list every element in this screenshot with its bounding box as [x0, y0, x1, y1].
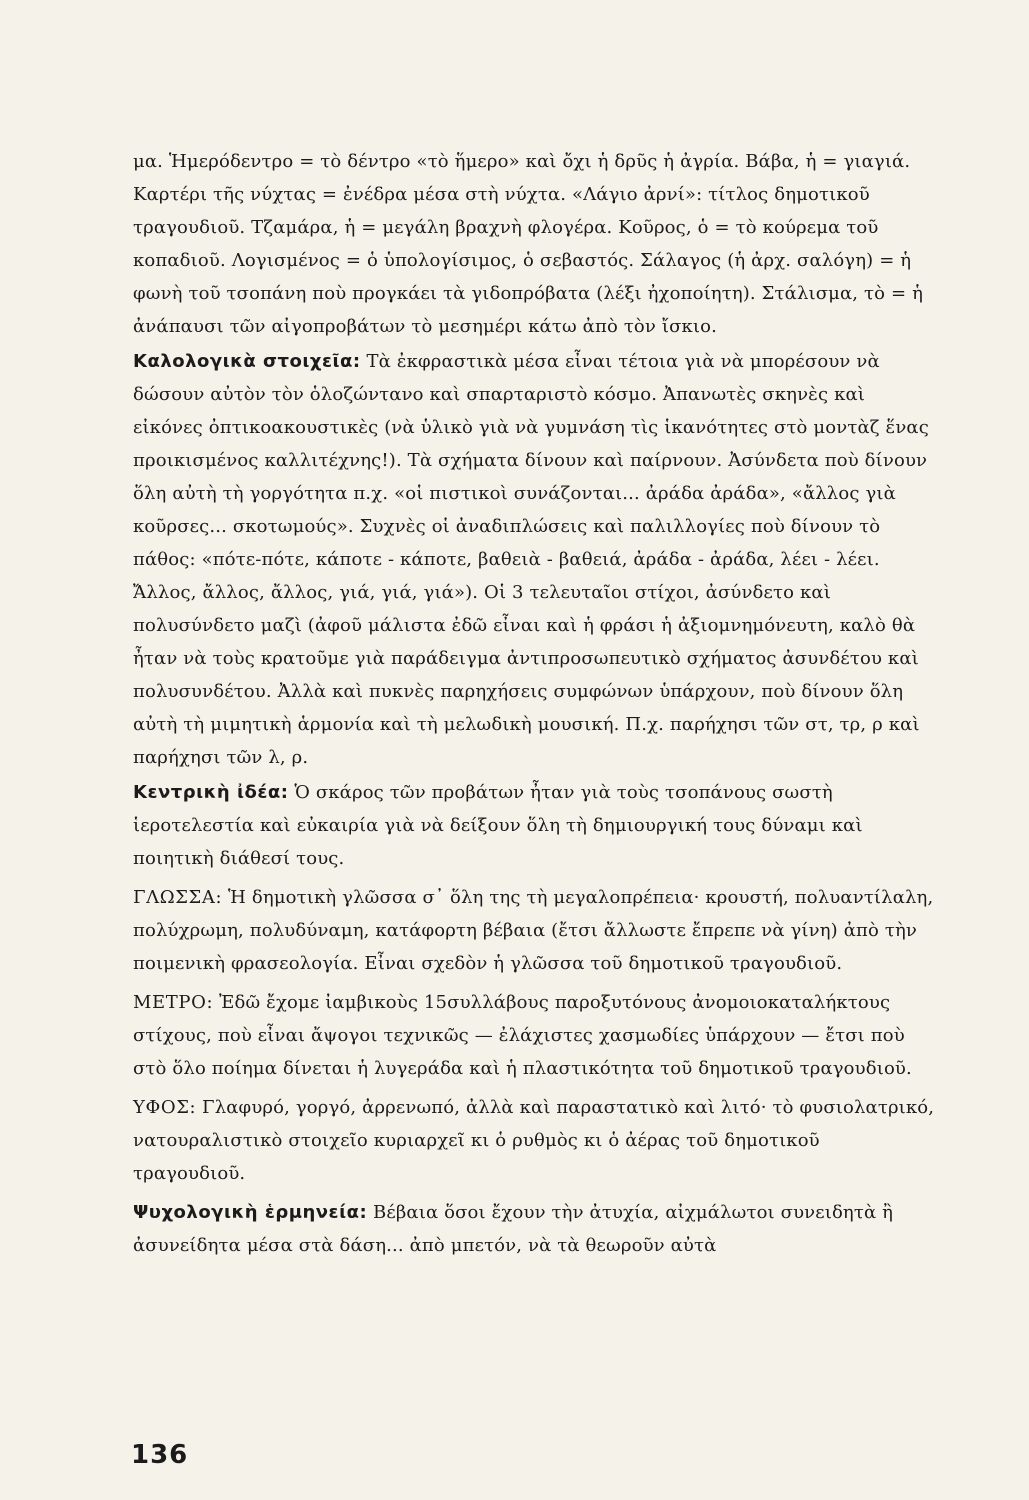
section-metre [133, 986, 935, 1085]
section-text: Ὁ σκάρος τῶν προβάτων ἦταν γιὰ τοὺς τσοπάνους σωστὴ ἱεροτελεστία καὶ εὐκαιρία γιὰ νὰ δείξουν ὅλη τὴ δημιουργική τους δύναμι καὶ ποιητικὴ διάθεσί τους. [133, 782, 863, 869]
section-heading: Ψυχολογικὴ ἑρμηνεία: [133, 1202, 368, 1223]
section-heading: ΥΦΟΣ: [133, 1097, 197, 1118]
section-stylistic-devices [133, 345, 935, 774]
section-heading: ΜΕΤΡΟ: [133, 992, 214, 1013]
section-psychological-interpretation [133, 1196, 935, 1262]
section-text: Γλαφυρό, γοργό, ἀρρενωπό, ἀλλὰ καὶ παραστατικὸ καὶ λιτό· τὸ φυσιολατρικό, νατουραλιστικὸ στοιχεῖο κυριαρχεῖ κι ὁ ρυθμὸς κι ὁ ἀέρας τοῦ δημοτικοῦ τραγουδιοῦ. [133, 1097, 935, 1184]
section-heading: Καλολογικὰ στοιχεῖα: [133, 351, 361, 372]
page-number: 136 [131, 1440, 189, 1470]
glossary-paragraph [133, 145, 935, 343]
section-text: Ἐδῶ ἔχομε ἰαμβικοὺς 15συλλάβους παροξυτόνους ἀνομοιοκαταλήκτους στίχους, ποὺ εἶναι ἄψογοι τεχνικῶς — ἐλάχιστες χασμωδίες ὑπάρχουν — ἔτσι ποὺ στὸ ὅλο ποίημα δίνεται ἡ λυγεράδα καὶ ἡ πλαστικότητα τοῦ δημοτικοῦ τραγουδιοῦ. [133, 992, 912, 1079]
section-style [133, 1091, 935, 1190]
section-heading: Κεντρικὴ ἰδέα: [133, 782, 289, 803]
section-language [133, 881, 935, 980]
body-text [133, 146, 935, 1262]
section-text: Ἡ δημοτικὴ γλῶσσα σ᾽ ὅλη της τὴ μεγαλοπρέπεια· κρουστή, πολυαντίλαλη, πολύχρωμη, πολυδύναμη, κατάφορτη βέβαια (ἔτσι ἄλλωστε ἔπρεπε νὰ γίνη) ἀπὸ τὴν ποιμενικὴ φρασεολογία. Εἶναι σχεδὸν ἡ γλῶσσα τοῦ δημοτικοῦ τραγουδιοῦ. [133, 887, 934, 974]
glossary-text: μα. Ἡμερόδεντρο = τὸ δέντρο «τὸ ἥμερο» καὶ ὄχι ἡ δρῦς ἡ ἀγρία. Βάβα, ἡ = γιαγιά. Καρτέρι τῆς νύχτας = ἐνέδρα μέσα στὴ νύχτα. «Λάγιο ἀρνί»: τίτλος δημοτικοῦ τραγουδιοῦ. Τζαμάρα, ἡ = μεγάλη βραχνὴ φλογέρα. Κοῦρος, ὁ = τὸ κούρεμα τοῦ κοπαδιοῦ. Λογισμένος = ὁ ὑπολογίσιμος, ὁ σεβαστός. Σάλαγος (ἡ ἀρχ. σαλόγη) = ἡ φωνὴ τοῦ τσοπάνη ποὺ προγκάει τὰ γιδοπρόβατα (λέξι ἠχοποίητη). Στάλισμα, τὸ = ἡ ἀνάπαυσι τῶν αἰγοπροβάτων τὸ μεσημέρι κάτω ἀπὸ τὸν ἴσκιο. [133, 151, 924, 337]
section-heading: ΓΛΩΣΣΑ: [133, 887, 223, 908]
section-central-idea [133, 776, 935, 875]
section-text: Τὰ ἐκφραστικὰ μέσα εἶναι τέτοια γιὰ νὰ μπορέσουν νὰ δώσουν αὐτὸν τὸν ὁλοζώντανο καὶ σπαρταριστὸ κόσμο. Ἀπανωτὲς σκηνὲς καὶ εἰκόνες ὀπτικοακουστικὲς (νὰ ὑλικὸ γιὰ νὰ γυμνάση τὶς ἱκανότητες στὸ μοντὰζ ἕνας προικισμένος καλλιτέχνης!). Τὰ σχήματα δίνουν καὶ παίρνουν. Ἀσύνδετα ποὺ δίνουν ὅλη αὐτὴ τὴ γοργότητα π.χ. «οἱ πιστικοὶ συνάζονται... ἀράδα ἀράδα», «ἄλλος γιὰ κοῦρσες... σκοτωμούς». Συχνὲς οἱ ἀναδιπλώσεις καὶ παλιλλογίες ποὺ δίνουν τὸ πάθος: «πότε-πότε, κάποτε - κάποτε, βαθειὰ - βαθειά, ἀράδα - ἀράδα, λέει - λέει. Ἄλλος, ἄλλος, ἄλλος, γιά, γιά, γιά»). Οἱ 3 τελευταῖοι στίχοι, ἀσύνδετο καὶ πολυσύνδετο μαζὶ (ἀφοῦ μάλιστα ἐδῶ εἶναι καὶ ἡ φράσι ἡ ἀξιομνημόνευτη, καλὸ θὰ ἦταν νὰ τοὺς κρατοῦμε γιὰ παράδειγμα ἀντιπροσωπευτικὸ σχήματος ἀσυνδέτου καὶ πολυσυνδέτου. Ἀλλὰ καὶ πυκνὲς παρηχήσεις συμφώνων ὑπάρχουν, ποὺ δίνουν ὅλη αὐτὴ τὴ μιμητικὴ ἁρμονία καὶ τὴ μελωδικὴ μουσική. Π.χ. παρήχησι τῶν στ, τρ, ρ καὶ παρήχησι τῶν λ, ρ. [133, 351, 929, 768]
section-text: Βέβαια ὅσοι ἔχουν τὴν ἀτυχία, αἰχμάλωτοι συνειδητὰ ἢ ἀσυνείδητα μέσα στὰ δάση... ἀπὸ μπετόν, νὰ τὰ θεωροῦν αὐτὰ [133, 1202, 894, 1256]
